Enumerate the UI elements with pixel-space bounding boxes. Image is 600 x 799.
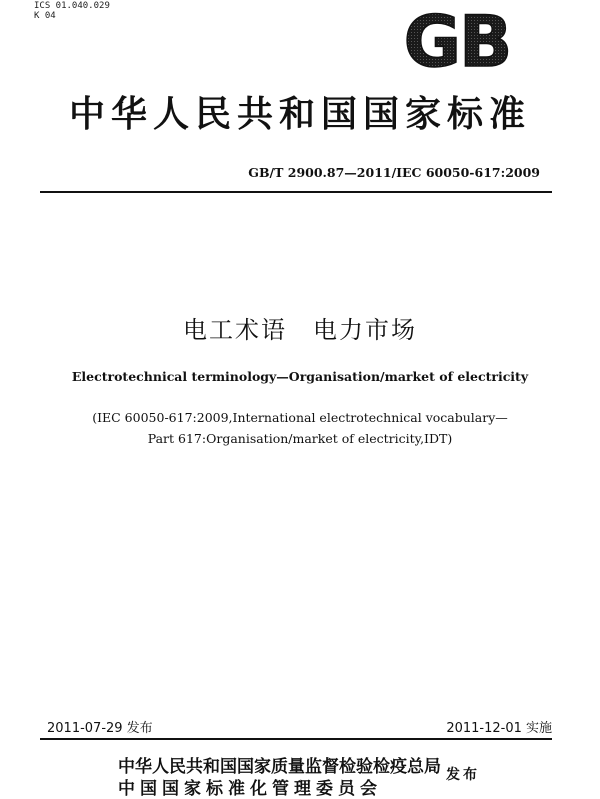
standard-title: 中华人民共和国国家标准 — [68, 94, 531, 135]
implementation-date: 2011-12-01 实施 — [446, 721, 552, 736]
issuer-aqsiq: 中华人民共和国国家质量监督检验检疫总局 — [118, 757, 441, 777]
chinese-title: 电工术语 电力市场 — [183, 316, 417, 344]
idt-line-1: (IEC 60050-617:2009,International electrotechnical vocabulary— — [92, 410, 508, 425]
gb-logo-text: GB — [403, 8, 511, 74]
ics-code: ICS 01.040.029 — [34, 1, 110, 11]
issuer-sac: 中国国家标准化管理委员会 — [118, 779, 382, 799]
publish-label: 发布 — [446, 767, 480, 783]
bottom-rule — [40, 738, 552, 740]
top-rule — [40, 191, 552, 193]
standard-number: GB/T 2900.87—2011/IEC 60050-617:2009 — [248, 165, 540, 180]
gb-logo — [396, 8, 518, 74]
issue-date: 2011-07-29 发布 — [47, 721, 153, 736]
ccs-code: K 04 — [34, 11, 56, 21]
english-title: Electrotechnical terminology—Organisation/market of electricity — [71, 369, 529, 384]
idt-line-2: Part 617:Organisation/market of electricity,IDT) — [147, 431, 453, 446]
